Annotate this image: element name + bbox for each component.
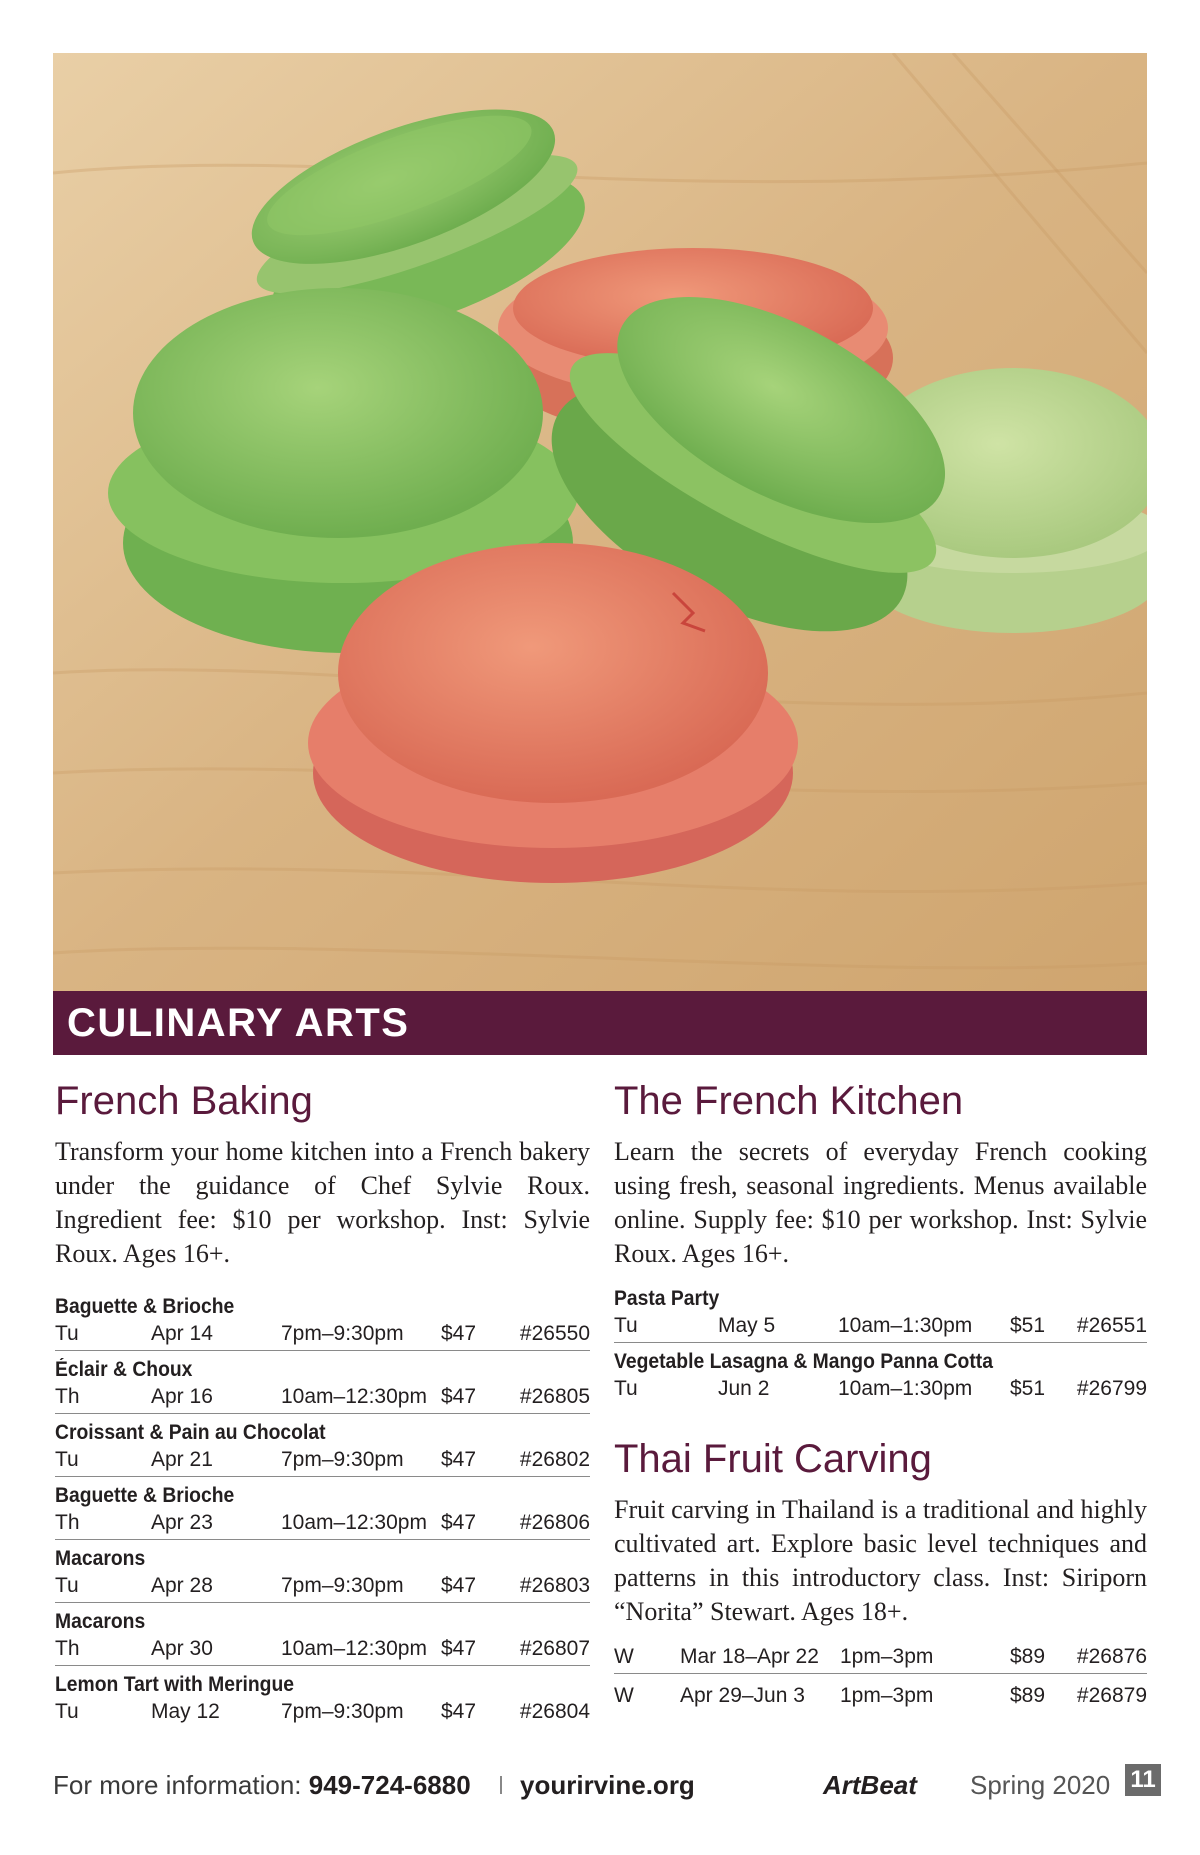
session-item[interactable] — [55, 1419, 590, 1477]
french-baking-section — [55, 1075, 590, 1733]
session-title: Baguette & Brioche — [55, 1484, 235, 1507]
publication-name: ArtBeat — [823, 1770, 917, 1800]
session-time: 7pm–9:30pm — [281, 1448, 404, 1471]
session-title: Croissant & Pain au Chocolat — [55, 1421, 326, 1444]
page-number: 11 — [1125, 1764, 1161, 1796]
macarons-illustration — [53, 53, 1147, 991]
page-footer — [53, 1766, 1156, 1810]
session-details — [614, 1312, 1147, 1340]
section-title: CULINARY ARTS — [67, 1000, 410, 1045]
session-date: May 12 — [151, 1700, 220, 1723]
session-details — [55, 1509, 590, 1537]
course-title: Thai Fruit Carving — [614, 1437, 932, 1481]
session-day: Th — [55, 1511, 80, 1534]
session-item[interactable] — [614, 1682, 1147, 1712]
session-time: 7pm–9:30pm — [281, 1700, 404, 1723]
session-number: #26805 — [519, 1385, 590, 1408]
session-details — [55, 1572, 590, 1600]
session-day: Tu — [55, 1700, 79, 1723]
session-time: 10am–12:30pm — [281, 1637, 427, 1660]
season-label: Spring 2020 — [970, 1770, 1111, 1800]
session-number: #26879 — [1076, 1684, 1147, 1707]
session-list — [614, 1643, 1147, 1712]
session-fee: $51 — [1010, 1314, 1046, 1337]
session-date: Mar 18–Apr 22 — [680, 1645, 819, 1668]
session-item[interactable] — [614, 1348, 1147, 1405]
session-title: Pasta Party — [614, 1287, 720, 1310]
session-day: Th — [55, 1385, 80, 1408]
session-item[interactable] — [55, 1608, 590, 1666]
course-description: Fruit carving in Thailand is a traditional and highly cultivated art. Explore basic level techniques and patterns in this introductory class. Inst: Siriporn “Norita” Stewart. Ages 18+. — [614, 1495, 1147, 1626]
session-fee: $47 — [441, 1574, 477, 1597]
session-details — [55, 1383, 590, 1411]
session-date: Apr 30 — [151, 1637, 213, 1660]
session-number: #26804 — [519, 1700, 590, 1723]
section-banner — [53, 991, 1147, 1055]
session-time: 7pm–9:30pm — [281, 1574, 404, 1597]
session-title: Macarons — [55, 1547, 146, 1570]
session-list — [55, 1293, 590, 1728]
session-details — [614, 1682, 1147, 1710]
session-title: Lemon Tart with Meringue — [55, 1673, 295, 1696]
session-time: 10am–1:30pm — [838, 1377, 973, 1400]
right-column — [614, 1075, 1147, 1720]
session-time: 7pm–9:30pm — [281, 1322, 404, 1345]
course-description: Learn the secrets of everyday French cooking using fresh, seasonal ingredients. Menus available online. Supply fee: $10 per workshop. Inst: Sylvie Roux. Ages 16+. — [614, 1137, 1147, 1268]
session-time: 10am–12:30pm — [281, 1511, 427, 1534]
info-label: For more information: — [53, 1770, 309, 1800]
session-fee: $89 — [1010, 1684, 1046, 1707]
session-date: Apr 14 — [151, 1322, 213, 1345]
website-link[interactable]: yourirvine.org — [520, 1770, 695, 1800]
course-description: Transform your home kitchen into a French bakery under the guidance of Chef Sylvie Roux. Ingredient fee: $10 per workshop. Inst: Sylvie Roux. Ages 16+. — [55, 1137, 590, 1268]
session-number: #26551 — [1076, 1314, 1147, 1337]
session-number: #26806 — [519, 1511, 590, 1534]
session-date: Apr 21 — [151, 1448, 213, 1471]
session-number: #26803 — [519, 1574, 590, 1597]
session-time: 1pm–3pm — [840, 1684, 934, 1707]
session-date: Apr 16 — [151, 1385, 213, 1408]
session-details — [55, 1320, 590, 1348]
session-details — [614, 1643, 1147, 1671]
session-fee: $47 — [441, 1511, 477, 1534]
session-item[interactable] — [55, 1545, 590, 1603]
thai-fruit-carving-section — [614, 1433, 1147, 1712]
session-day: Tu — [55, 1574, 79, 1597]
session-details — [55, 1446, 590, 1474]
session-details — [614, 1375, 1147, 1403]
session-item[interactable] — [55, 1671, 590, 1728]
session-item[interactable] — [55, 1482, 590, 1540]
session-number: #26550 — [519, 1322, 590, 1345]
session-date: Jun 2 — [718, 1377, 770, 1400]
session-day: Th — [55, 1637, 80, 1660]
session-number: #26876 — [1076, 1645, 1147, 1668]
session-list — [614, 1285, 1147, 1405]
course-title: The French Kitchen — [614, 1079, 964, 1123]
session-title: Vegetable Lasagna & Mango Panna Cotta — [614, 1350, 993, 1373]
session-fee: $47 — [441, 1448, 477, 1471]
session-time: 10am–1:30pm — [838, 1314, 973, 1337]
session-title: Baguette & Brioche — [55, 1295, 235, 1318]
session-item[interactable] — [55, 1356, 590, 1414]
session-day: Tu — [55, 1448, 79, 1471]
session-item[interactable] — [55, 1293, 590, 1351]
session-date: Apr 28 — [151, 1574, 213, 1597]
session-day: Tu — [614, 1377, 638, 1400]
session-day: W — [614, 1645, 634, 1668]
session-date: May 5 — [718, 1314, 776, 1337]
french-kitchen-section — [614, 1075, 1147, 1405]
session-fee: $47 — [441, 1322, 477, 1345]
session-number: #26807 — [519, 1637, 590, 1660]
session-number: #26802 — [519, 1448, 590, 1471]
contact-info — [53, 1770, 471, 1801]
session-title: Macarons — [55, 1610, 146, 1633]
session-fee: $89 — [1010, 1645, 1046, 1668]
session-details — [55, 1635, 590, 1663]
session-number: #26799 — [1076, 1377, 1147, 1400]
session-date: Apr 23 — [151, 1511, 213, 1534]
session-fee: $47 — [441, 1385, 477, 1408]
footer-divider — [500, 1776, 502, 1794]
session-day: Tu — [55, 1322, 79, 1345]
session-title: Éclair & Choux — [55, 1358, 193, 1381]
phone-number[interactable]: 949-724-6880 — [308, 1770, 471, 1800]
session-day: Tu — [614, 1314, 638, 1337]
session-time: 10am–12:30pm — [281, 1385, 427, 1408]
session-fee: $47 — [441, 1700, 477, 1723]
session-item[interactable] — [614, 1285, 1147, 1343]
session-day: W — [614, 1684, 634, 1707]
macarons-photo — [53, 53, 1147, 991]
session-details — [55, 1698, 590, 1726]
session-item[interactable] — [614, 1643, 1147, 1674]
course-title: French Baking — [55, 1079, 313, 1123]
session-time: 1pm–3pm — [840, 1645, 934, 1668]
session-fee: $51 — [1010, 1377, 1046, 1400]
session-fee: $47 — [441, 1637, 477, 1660]
session-date: Apr 29–Jun 3 — [680, 1684, 805, 1707]
